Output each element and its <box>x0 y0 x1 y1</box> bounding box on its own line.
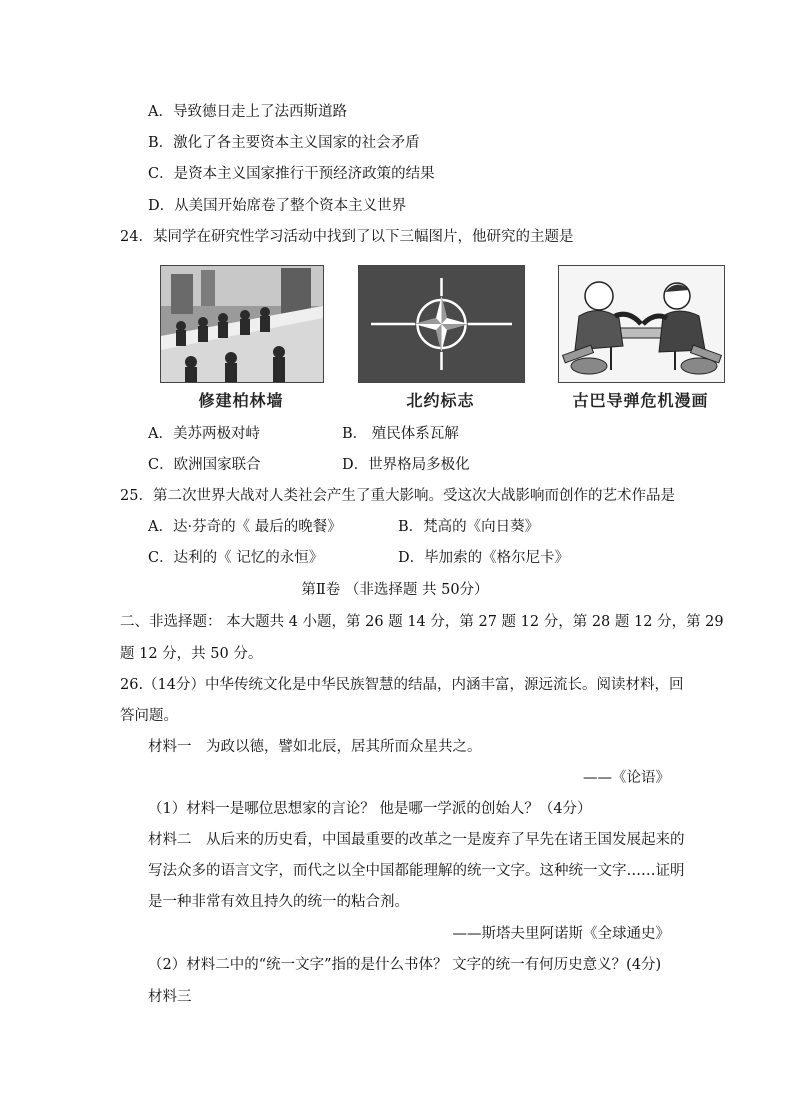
q24-option-b: B． 殖民体系瓦解 <box>342 426 459 442</box>
cuban-missile-crisis-cartoon <box>558 265 725 383</box>
q23-option-d: D．从美国开始席卷了整个资本主义世界 <box>148 198 407 214</box>
berlin-wall-photo <box>160 265 324 383</box>
q26-sub2: （2）材料二中的“统一文字”指的是什么书体？ 文字的统一有何历史意义？(4分) <box>148 957 662 973</box>
q24-option-d: D．世界格局多极化 <box>342 457 470 473</box>
q25-option-d: D．毕加索的《格尔尼卡》 <box>398 550 570 566</box>
caption-berlin-wall: 修建柏林墙 <box>198 391 284 410</box>
q24-option-c: C．欧洲国家联合 <box>148 457 261 473</box>
q25-option-a: A．达·芬奇的《 最后的晚餐》 <box>148 519 342 535</box>
caption-cuban-missile: 古巴导弹危机漫画 <box>572 391 709 410</box>
part2-title: 第Ⅱ卷 （非选择题 共 50分） <box>301 582 489 598</box>
q26-material2-line2: 写法众多的语言文字，而代之以全中国都能理解的统一文字。这种统一文字……证明 <box>148 863 685 879</box>
section2-line1: 二、非选择题： 本大题共 4 小题，第 26 题 14 分，第 27 题 12 分，第 28 题 12 分，第 29 <box>120 614 724 630</box>
q26-stem-line1: 26.（14分）中华传统文化是中华民族智慧的结晶，内涵丰富，源远流长。阅读材料，回 <box>120 677 684 693</box>
q26-material1-source: ——《论语》 <box>583 770 670 786</box>
q26-material2-line1: 材料二 从后来的历史看，中国最重要的改革之一是废弃了早先在诸王国发展起来的 <box>148 832 685 848</box>
q25-option-c: C．达利的《 记忆的永恒》 <box>148 550 324 566</box>
section2-line2: 题 12 分，共 50 分。 <box>120 646 263 662</box>
q23-option-c: C．是资本主义国家推行干预经济政策的结果 <box>148 166 435 182</box>
q26-material1: 材料一 为政以德，譬如北辰，居其所而众星共之。 <box>148 739 482 755</box>
q26-material2-source: ——斯塔夫里阿诺斯《全球通史》 <box>452 926 670 942</box>
q25-option-b: B．梵高的《向日葵》 <box>398 519 540 535</box>
q23-option-a: A．导致德日走上了法西斯道路 <box>148 104 347 120</box>
q25-stem: 25．第二次世界大战对人类社会产生了重大影响。受这次大战影响而创作的艺术作品是 <box>120 488 675 504</box>
q26-material3: 材料三 <box>148 989 192 1005</box>
q26-material2-line3: 是一种非常有效且持久的统一的粘合剂。 <box>148 894 409 910</box>
q26-stem-line2: 答问题。 <box>120 708 178 724</box>
nato-logo <box>358 265 525 383</box>
q24-option-a: A．美苏两极对峙 <box>148 426 260 442</box>
q24-stem: 24．某同学在研究性学习活动中找到了以下三幅图片，他研究的主题是 <box>120 229 574 245</box>
q23-option-b: B．激化了各主要资本主义国家的社会矛盾 <box>148 135 420 151</box>
q26-sub1: （1）材料一是哪位思想家的言论？ 他是哪一学派的创始人？（4分） <box>148 801 592 817</box>
caption-nato: 北约标志 <box>406 391 475 410</box>
